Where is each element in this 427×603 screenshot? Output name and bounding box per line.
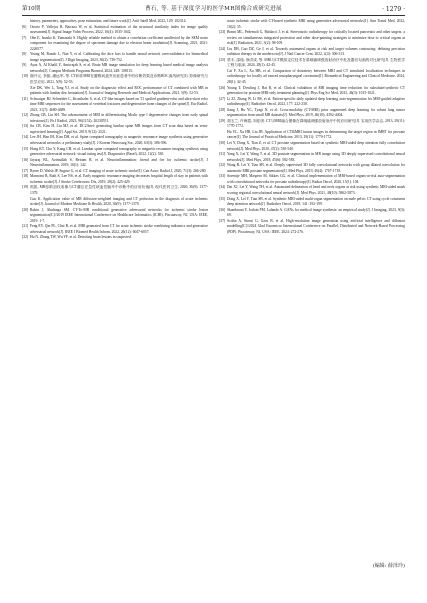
- running-header: [22, 4, 405, 16]
- reference-number: [30]: [219, 141, 226, 146]
- reference-entry: [219, 197, 405, 208]
- reference-text: Zhang CB, Liu SH. The advancement of MRI in differentiating Modic type I degenerative changes from early spinal infections[J]. Br J Radiol, 2023, 96(1152): 20230551.: [30, 113, 208, 123]
- reference-entry: [22, 235, 208, 241]
- reference-number: [35]: [219, 196, 226, 201]
- reference-entry: [219, 130, 405, 141]
- reference-text: Wang B, Lei Y, Tian SB, et al. Deeply supervised 3D fully convolutional networks with group dilated convolution for automatic MRI prostate segmentation[J]. Med Phys, 2019, 46(4): 1707-1718.: [227, 163, 405, 173]
- reference-entry: [22, 224, 208, 235]
- reference-number: [32]: [219, 163, 226, 168]
- reference-number: [27]: [219, 96, 226, 101]
- reference-number: [15]: [22, 146, 29, 151]
- reference-number: [18]: [22, 174, 29, 179]
- reference-text: Byrne D, Walsh JP, Sugrue G, et al. CT imaging of acute ischemic stroke[J]. Can Assoc Radiol J, 2020, 71(3): 266-280.: [30, 168, 207, 173]
- reference-entry: [22, 158, 208, 169]
- reference-entry: [22, 135, 208, 146]
- issue-label: 第10期: [22, 6, 41, 12]
- reference-text: Xie DK, Wei L, Tang YJ, et al. Study on the diagnostic effect and ROC performance of CT combined with MR in patients with lumbar disc herniation[J]. Journal of Imaging Research and Medical Applications, 2021, 5(9): 52-53.: [30, 85, 208, 96]
- reference-number: [7]: [22, 35, 27, 40]
- reference-number: [31]: [219, 152, 226, 157]
- reference-number: [25]: [219, 57, 226, 62]
- reference-number: [9]: [22, 63, 27, 68]
- reference-entry: [219, 69, 405, 86]
- reference-entry: [22, 36, 208, 53]
- editor-note: (编辑: 薛泽玲): [372, 563, 405, 569]
- reference-number: [10]: [22, 74, 29, 79]
- reference-entry: [219, 219, 405, 236]
- reference-number: [20]: [22, 207, 29, 212]
- reference-entry: [219, 108, 405, 119]
- reference-text: Obe E, Izuuka K, Yamazaki S. Highly reliable method to obtain a correlation coefficient unaffected by the SEM noise component for examining the degree of specimen damage due to electron beam irradiation[J]. Scanning, 2021, 2021: 2226577.: [30, 35, 208, 51]
- reference-text: Lee JH, Han IH, Kim DH, et al. Spine computed tomography to magnetic resonance image synthesis using generative adversarial networks: a preliminary study[J]. J Korean Neurosurg Soc, 2020, 63(3): 386-396.: [30, 135, 208, 146]
- reference-text: Schwaiger BJ, Schneider C, Kronthaler S, et al. CT-like images based on T1 spoiled gradient-echo and ultra-short echo time MRI sequences for the assessment of vertebral fractures and degenerative bone changes of the spine[J]. Eur Radiol, 2021, 31(7): 4680-4689.: [30, 96, 208, 112]
- reference-entry: [22, 97, 208, 114]
- reference-number: [12]: [22, 113, 29, 118]
- reference-text: Manwani B, Rath S, Lee NS, et al. Early magnetic resonance imaging decreases hospital length of stay in patients with ischemic stroke[J]. J Stroke Cerebrovasc Dis, 2019, 28(2): 425-429.: [30, 174, 208, 184]
- reference-number: [36]: [219, 207, 226, 212]
- reference-entry: [219, 141, 405, 152]
- reference-text: Guo K. Application value of MR diffusion-weighted imaging and CT perfusion in the diagnosis of acute ischemic stroke[J]. Journal of Modern Medicine & Health, 2020, 36(9): 1377-1379.: [30, 196, 208, 207]
- reference-text: Savenije MH, Maspero M, Sikkes GG, et al. Clinical implementation of MRI-based organs-at-risk auto-segmentation with convolutional networks for prostate radiotherapy[J]. Radiat Oncol, 2020, 15(1): 104.: [227, 174, 405, 184]
- reference-number: [6]: [22, 24, 27, 29]
- reference-entry: [22, 185, 208, 196]
- page-number: · 1279 ·: [382, 6, 405, 13]
- reference-text: Jin CB, Kim H, Liu MJ, et al. DC2Anet: generating lumbar spine MR images from CT scan data based on semi-supervised learning[J]. Appl Sci, 2019, 9(12): 2521.: [30, 124, 208, 134]
- reference-text: Hong KT, Cho Y, Kang CH, et al. Lumbar spine computed tomography to magnetic resonance imaging synthesis using generative adversarial network: visual turing test[J]. Diagnostics (Basel), 2022, 12(2): 530.: [30, 146, 208, 157]
- reference-entry: [219, 185, 405, 196]
- reference-entry: [22, 174, 208, 185]
- reference-number: [11]: [22, 96, 29, 101]
- reference-number: [8]: [22, 52, 27, 57]
- reference-entry: [219, 47, 405, 58]
- reference-text: Jayaraj BL, Azimullah S, Beiram R, et al. Neuroinflammation: friend and foe for ischemic stroke[J]. J Neuroinflammation, 2019, 16(1): 142.: [30, 157, 208, 168]
- reference-text: Liu DB, Guo DZ, Ge J, et al. Towards automated organs at risk and target volumes contouring: defining precision radiation therapy in the modern era[J]. J Natl Cancer Cent, 2022, 2(4): 306-313.: [227, 46, 405, 57]
- reference-entry: [22, 113, 208, 124]
- reference-text: Li ZJ, Zhang W, Li BS, et al. Patient-specific daily updated deep learning auto-segmentation for MRI-guided adaptive radiotherapy[J]. Radiother Oncol, 2022, 177: 222-230.: [227, 96, 405, 107]
- reference-number: [16]: [22, 157, 29, 162]
- reference-text: Cai F, Xu L, Xu HB, et al. Comparison of dosimetry between MRI and CT simulated localization techniques in radiotherapy for locally ad vanced nasopharyngeal carcinoma[J]. Biomedical Engineering and Clinical Medicine, 2024, 28(1): 42-45.: [227, 68, 405, 85]
- reference-text: Ayaz A, Al Khalil Y, Amirrajab S, et al. Brain MR image simulation for deep learning based medical image analysis networks[J]. Comput Methods Programs Biomed, 2024, 248: 108115.: [30, 63, 208, 73]
- reference-entry: [22, 124, 208, 135]
- reference-entry: [22, 63, 208, 74]
- reference-text: acute ischemic stroke with CT-based synthetic MRI using generative adversarial networks[J]. Ann Transl Med, 2022, 10(2): 35.: [227, 19, 405, 29]
- reference-entry: [219, 208, 405, 219]
- reference-text: history, parameters, approaches, pose estimation, and future work[J]. Artif Intell Med, 2022, 129: 102314.: [30, 19, 187, 23]
- reference-number: [33]: [219, 174, 226, 179]
- reference-text: Bonni ML, Pedemoli G, Baldacci J, et al. Stereotactic radiotherapy for critically located pancreatic and other targets: a review on simultaneous integrated protection and other dose-painting strategies to minimize dose to critical organs at risk[J]. Radiation, 2021, 3(2): 98-109.: [227, 30, 405, 46]
- reference-number: [23]: [219, 30, 226, 35]
- reference-text: 蔡丰, 邵瑞, 徐洪成, 等. MRI与CT模拟定位技术在鼻咽癌调强放射治疗中危及器官勾画的对比研究[J]. 生物医学工程与临床, 2024, 28(1): 42-45.: [227, 57, 405, 68]
- reference-text: Dong X, Lei Y, Tian SB, et al. Synthetic MRI-aided multi-organ segmentation on male pelvic CT using cycle consistent deep attention network[J]. Radiother Oncol, 2019, 141: 192-199.: [227, 196, 405, 207]
- reference-text: 郭凯, MR弥散加权成像与CT灌注在急性缺血性脑卒中诊断中的应用价值[J]. 现代医药卫生, 2020, 36(9): 1377-1379.: [30, 185, 208, 195]
- reference-entry: [219, 174, 405, 185]
- reference-number: [13]: [22, 124, 29, 129]
- reference-text: Rubin J, Abulnaga SM. CT-To-MR conditional generative adversarial networks for ischemic stroke lesion segmentation[C]//2019 IEEE International Conference on Healthcare Informatics (ICHI). Piscataway, NJ, USA: IEEE, 2019: 1-7.: [30, 207, 208, 223]
- reference-text: Young T, Dowling J, Rai R, et al. Clinical validation of MR imaging time reduction for substitute/synthetic CT generation for prostate MRI-only treatment planning[J]. Phys Eng Sci Med, 2023, 46(3): 1015-1021.: [227, 85, 405, 96]
- reference-number: [22]: [22, 235, 29, 240]
- reference-entry: [22, 147, 208, 158]
- reference-entry: [219, 119, 405, 130]
- running-title: 曹石, 等. 基于深度学习的医学MR图像合成研究进展: [145, 6, 282, 12]
- reference-entry: [219, 58, 405, 69]
- reference-text: Yang X, Lei Y, Wang T, et al. 3D prostate segmentation in MR image using 3D deeply supervised convolutional neural networks[J]. Med Phys, 2018, 45(6): 582-583.: [227, 152, 405, 162]
- reference-number: [28]: [219, 107, 226, 112]
- reference-text: Yeung M, Rundo L, Nan Y, et al. Calibrating the dice loss to handle neural network overconfidence for biomedical image segmentation[J]. J Digit Imaging, 2023, 36(2): 739-752.: [30, 52, 208, 62]
- reference-number: [34]: [219, 185, 226, 190]
- reference-text: Scolin A, Sironi G, Geru B, et al. High-resolution image generation using artificial intelligence and diffusion modelling[C]//2024 32nd Euromicro International Conference on Parallel, Distributed and Network-Based Processing (PDP). Piscataway, NJ, USA: IEEE, 2024: 272-276.: [227, 218, 405, 234]
- reference-entry: [22, 197, 208, 208]
- reference-text: Skandarani Y, Jodoin PM, Lalande A. GANs for medical image synthesis: an empirical study[J]. J Imaging, 2023, 9(3): 69.: [227, 207, 405, 218]
- reference-number: [17]: [22, 168, 29, 173]
- reference-entry: [219, 152, 405, 163]
- reference-text: Osorio F, Vallejos R, Barraza W, et al. Statistical estimation of the structural similarity index for image quality assessment[J]. Signal Image Video Process, 2022, 16(4): 1035-1042.: [30, 24, 208, 35]
- reference-entry: [22, 52, 208, 63]
- reference-entry: [219, 97, 405, 108]
- reference-number: [14]: [22, 135, 29, 140]
- reference-column-right: [219, 19, 405, 235]
- reference-text: Feng EY, Qin PL, Chai R, et al. MRI generated from CT for acute ischemic stroke combining radiomics and generative adversarial network[J]. IEEE J Biomed Health Inform, 2022, 26(12): 6047-6057.: [30, 224, 208, 234]
- reference-number: [29]: [219, 118, 226, 123]
- reference-entry: [22, 74, 208, 85]
- reference-number: [37]: [219, 218, 226, 223]
- reference-number: [21]: [22, 224, 29, 229]
- reference-text: Lei Y, Dong X, Tian Z, et al. CT prostate segmentation based on synthetic MRI-aided deep attention fully convolution network[J]. Med Phys, 2020, 47(2): 530-540.: [227, 141, 405, 151]
- reference-number: [26]: [219, 85, 226, 90]
- reference-number: [19]: [22, 185, 29, 190]
- reference-entry: [22, 208, 208, 225]
- reference-text: Jiang J, Hu YC, Tyagi N, et al. Cross-modality (CT-MRI) prior augmented deep learning for robust lung tumor segmentation from small MR datasets[J]. Med Phys, 2019, 46(10): 4392-4404.: [227, 107, 405, 118]
- reference-text: Dai XJ, Lei Y, Wang TH, et al. Automated delineation of head and neck organs at risk using synthetic MRI-aided mask scoring regional convolutional neural network[J]. Med Phys, 2021, 48(10): 5862-5873.: [227, 185, 405, 195]
- reference-text: 谢开元, 李振, 潘远军, 等. CT和非MRI在腰椎间盘突出症患者中的诊断效果及诊断ROC曲线研究[J]. 影像研究与医学应用, 2021, 5(9): 52-53.: [30, 74, 208, 85]
- reference-entry: [22, 25, 208, 36]
- reference-column-left: [22, 19, 208, 241]
- reference-text: 胡玉兰, 许海霞, 刘佳琪. CT与MRI融合图像在鼻咽癌调强放射治疗中的应用研究[J]. 实用医学杂志, 2013, 29(11): 1770-1772.: [227, 118, 405, 129]
- reference-number: [24]: [219, 46, 226, 51]
- reference-entry: [219, 19, 405, 30]
- reference-text: Hu YL, Xu HR, Liu JB. Application of CT&MRI fusion images in determining the target region in IMRT for prostate cancer[J]. The Journal of Practical Medicine, 2013, 29(11): 1770-1772.: [227, 129, 405, 140]
- reference-entry: [219, 30, 405, 47]
- reference-text: Hu N, Zhang TW, Wu YF, et al. Detecting brain lesions in suspected: [30, 235, 131, 240]
- reference-entry: [22, 86, 208, 97]
- reference-entry: [219, 163, 405, 174]
- reference-entry: [219, 86, 405, 97]
